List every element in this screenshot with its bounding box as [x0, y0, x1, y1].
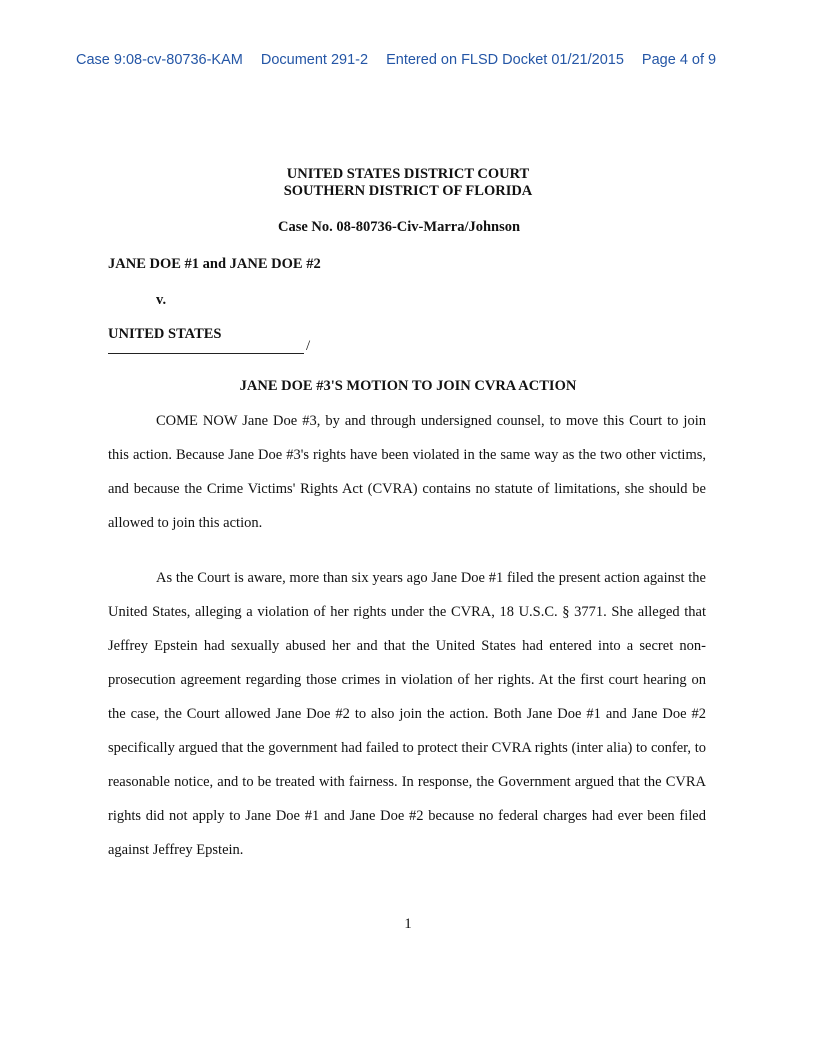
caption-rule — [108, 353, 304, 354]
caption-defendant: UNITED STATES — [108, 326, 222, 342]
stamp-document: Document 291-2 — [260, 52, 369, 68]
court-district: SOUTHERN DISTRICT OF FLORIDA — [283, 183, 533, 199]
motion-title: JANE DOE #3'S MOTION TO JOIN CVRA ACTION — [239, 378, 577, 394]
caption-versus: v. — [156, 292, 167, 308]
body-paragraph: As the Court is aware, more than six years ago Jane Doe #1 filed the present action against the United States, alleging a violation of her rights under the CVRA, 18 U.S.C. § 3771. She alleged that Jeffrey Epstein had sexually abused her and that the United States had entered into a secret non-prosecution agreement regarding those crimes in violation of her rights. At the first court hearing on the case, the Court allowed Jane Doe #2 to also join the action. Both Jane Doe #1 and Jane Doe #2 specifically argued that the government had failed to protect their CVRA rights (inter alia) to confer, to reasonable notice, and to be treated with fairness. In response, the Government argued that the CVRA rights did not apply to Jane Doe #1 and Jane Doe #2 because no federal charges had ever been filed against Jeffrey Epstein. — [108, 570, 706, 858]
stamp-page: Page 4 of 9 — [641, 52, 717, 68]
caption-plaintiffs: JANE DOE #1 and JANE DOE #2 — [108, 256, 321, 272]
court-heading — [0, 166, 816, 200]
page-number: 1 — [404, 916, 412, 932]
docket-stamp — [76, 52, 776, 68]
body-paragraph: COME NOW Jane Doe #3, by and through undersigned counsel, to move this Court to join this action. Because Jane Doe #3's rights have been violated in the same way as the two other victims, and because the Crime Victims' Rights Act (CVRA) contains no statute of limitations, she should be allowed to join this action. — [108, 413, 706, 531]
stamp-entered: Entered on FLSD Docket 01/21/2015 — [386, 52, 624, 68]
case-number: Case No. 08-80736-Civ-Marra/Johnson — [278, 219, 521, 235]
stamp-case: Case 9:08-cv-80736-KAM — [76, 52, 243, 68]
court-name: UNITED STATES DISTRICT COURT — [286, 166, 530, 182]
caption-slash: / — [306, 338, 311, 354]
